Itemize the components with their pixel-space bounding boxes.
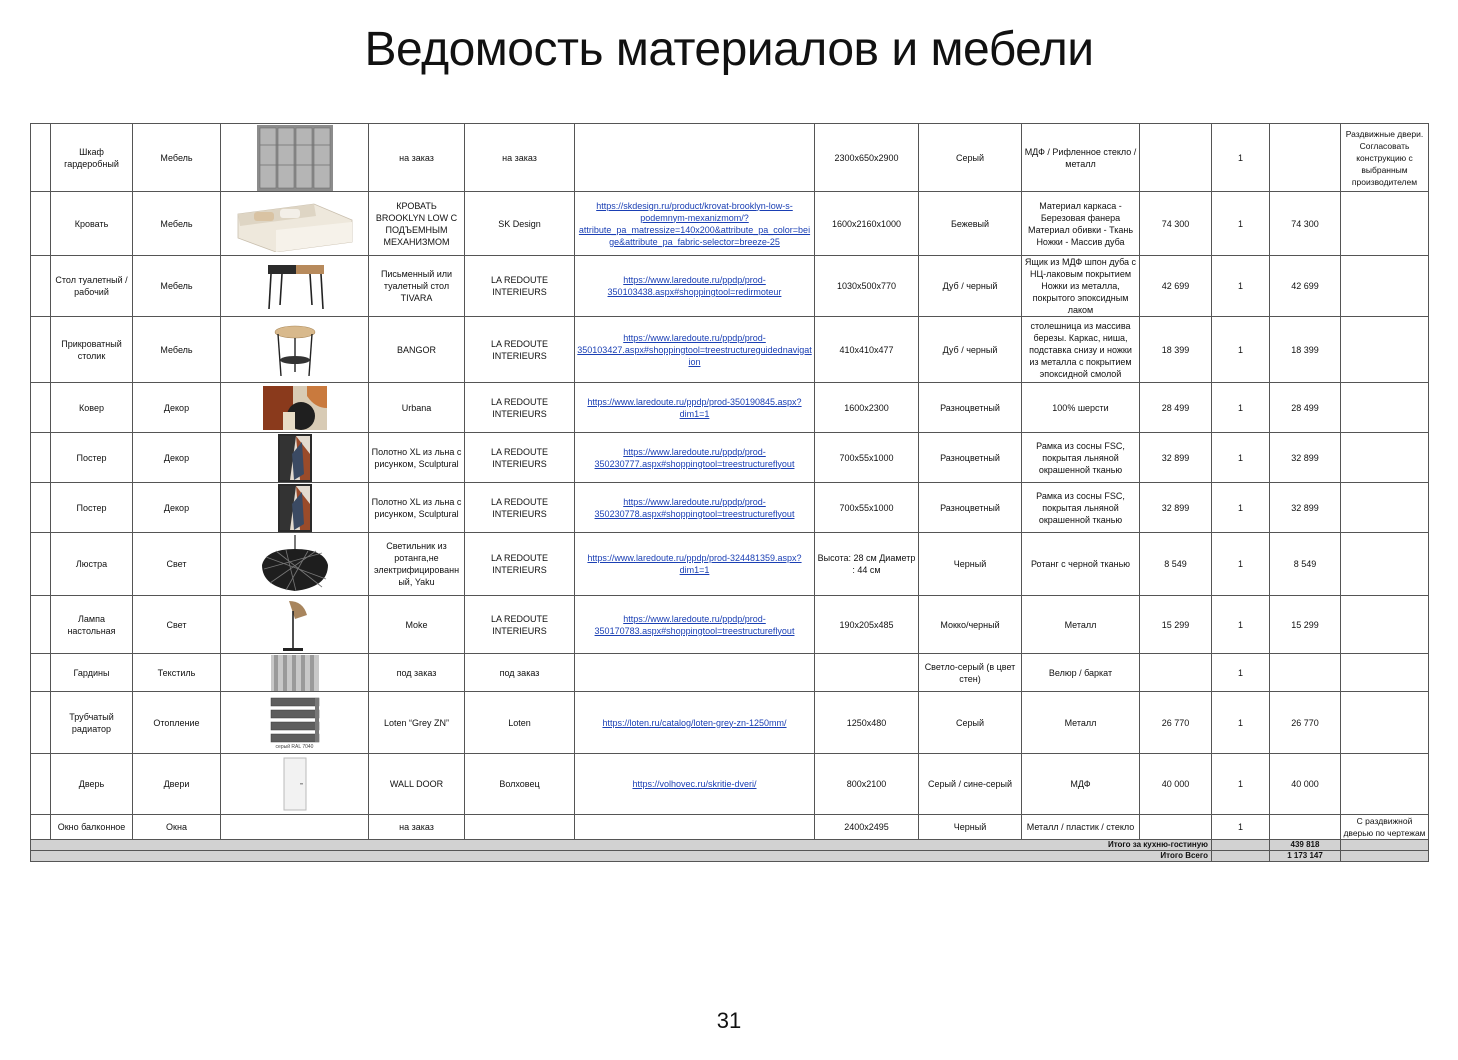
color-cell: Мокко/черный [919,596,1022,654]
qty-cell: 1 [1212,483,1270,533]
sum-cell: 74 300 [1270,192,1341,256]
row-index-cell [31,433,51,483]
sum-cell [1270,815,1341,840]
model-cell: WALL DOOR [369,754,465,815]
note-cell [1341,754,1429,815]
size-cell [815,654,919,692]
price-cell: 40 000 [1140,754,1212,815]
product-link[interactable]: https://www.laredoute.ru/ppdp/prod-350230777.aspx#shoppingtool=treestructureflyout [575,433,815,483]
model-cell: Письменный или туалетный стол TIVARA [369,256,465,317]
color-cell: Светло-серый (в цвет стен) [919,654,1022,692]
row-index-cell [31,596,51,654]
category-cell: Декор [133,383,221,433]
total-row [31,840,1429,851]
name-cell: Стол туалетный / рабочий [51,256,133,317]
row-index-cell [31,654,51,692]
total-value: 439 818 [1270,840,1341,851]
color-cell: Бежевый [919,192,1022,256]
table-row [31,533,1429,596]
link-cell [575,654,815,692]
note-cell [1341,192,1429,256]
category-cell: Декор [133,483,221,533]
model-cell: на заказ [369,124,465,192]
price-cell: 8 549 [1140,533,1212,596]
curtain-image [221,654,369,692]
qty-cell: 1 [1212,124,1270,192]
note-cell [1341,317,1429,383]
category-cell: Декор [133,433,221,483]
price-cell: 28 499 [1140,383,1212,433]
empty-image-cell [221,815,369,840]
material-cell: МДФ / Рифленное стекло / металл [1022,124,1140,192]
row-index-cell [31,692,51,754]
product-link[interactable]: https://www.laredoute.ru/ppdp/prod-324481359.aspx?dim1=1 [575,533,815,596]
total-label: Итого за кухню-гостиную [31,840,1212,851]
model-cell: BANGOR [369,317,465,383]
note-cell [1341,256,1429,317]
color-cell: Дуб / черный [919,256,1022,317]
product-link[interactable]: https://www.laredoute.ru/ppdp/prod-350103427.aspx#shoppingtool=treestructureguidednavigation [575,317,815,383]
price-cell [1140,124,1212,192]
material-cell: Ротанг с черной тканью [1022,533,1140,596]
product-link[interactable]: https://www.laredoute.ru/ppdp/prod-350230778.aspx#shoppingtool=treestructureflyout [575,483,815,533]
size-cell: 2400x2495 [815,815,919,840]
radiator-image [221,692,369,754]
sum-cell: 28 499 [1270,383,1341,433]
color-cell: Серый [919,124,1022,192]
brand-cell: LA REDOUTE INTERIEURS [465,433,575,483]
qty-cell: 1 [1212,317,1270,383]
brand-cell: LA REDOUTE INTERIEURS [465,256,575,317]
category-cell: Отопление [133,692,221,754]
note-cell: С раздвижной дверью по чертежам [1341,815,1429,840]
product-link[interactable]: https://volhovec.ru/skritie-dveri/ [575,754,815,815]
category-cell: Мебель [133,256,221,317]
sum-cell: 32 899 [1270,433,1341,483]
row-index-cell [31,383,51,433]
row-index-cell [31,124,51,192]
color-cell: Черный [919,815,1022,840]
brand-cell: LA REDOUTE INTERIEURS [465,533,575,596]
size-cell: 410x410x477 [815,317,919,383]
product-link[interactable]: https://www.laredoute.ru/ppdp/prod-350103438.aspx#shoppingtool=redirmoteur [575,256,815,317]
name-cell: Ковер [51,383,133,433]
total-label: Итого Всего [31,851,1212,862]
row-index-cell [31,192,51,256]
brand-cell: под заказ [465,654,575,692]
qty-cell: 1 [1212,256,1270,317]
model-cell: Urbana [369,383,465,433]
total-empty-cell [1341,851,1429,862]
row-index-cell [31,317,51,383]
link-cell [575,124,815,192]
price-cell: 26 770 [1140,692,1212,754]
name-cell: Лампа настольная [51,596,133,654]
table-row [31,754,1429,815]
poster-image [221,483,369,533]
brand-cell: LA REDOUTE INTERIEURS [465,383,575,433]
material-cell: Велюр / баркат [1022,654,1140,692]
price-cell: 15 299 [1140,596,1212,654]
name-cell: Шкаф гардеробный [51,124,133,192]
rug-image [221,383,369,433]
size-cell: Высота: 28 см Диаметр : 44 см [815,533,919,596]
qty-cell: 1 [1212,533,1270,596]
total-value: 1 173 147 [1270,851,1341,862]
name-cell: Гардины [51,654,133,692]
color-cell: Разноцветный [919,483,1022,533]
table-row [31,815,1429,840]
row-index-cell [31,483,51,533]
size-cell: 1030x500x770 [815,256,919,317]
note-cell [1341,692,1429,754]
qty-cell: 1 [1212,596,1270,654]
category-cell: Мебель [133,317,221,383]
category-cell: Двери [133,754,221,815]
total-empty-cell [1341,840,1429,851]
category-cell: Окна [133,815,221,840]
note-cell [1341,383,1429,433]
brand-cell: Loten [465,692,575,754]
category-cell: Текстиль [133,654,221,692]
qty-cell: 1 [1212,192,1270,256]
qty-cell: 1 [1212,383,1270,433]
table-row [31,433,1429,483]
table-row [31,256,1429,317]
product-link[interactable]: https://www.laredoute.ru/ppdp/prod-350170783.aspx#shoppingtool=treestructureflyout [575,596,815,654]
row-index-cell [31,533,51,596]
material-cell: Металл [1022,692,1140,754]
model-cell: на заказ [369,815,465,840]
color-cell: Разноцветный [919,383,1022,433]
brand-cell [465,815,575,840]
size-cell: 2300x650x2900 [815,124,919,192]
bed-image [221,192,369,256]
name-cell: Окно балконное [51,815,133,840]
row-index-cell [31,256,51,317]
poster-image [221,433,369,483]
table-row [31,317,1429,383]
total-empty-cell [1212,840,1270,851]
category-cell: Свет [133,533,221,596]
price-cell [1140,654,1212,692]
sum-cell [1270,654,1341,692]
table-row [31,654,1429,692]
material-cell: Рамка из сосны FSC, покрытая льняной окрашенной тканью [1022,433,1140,483]
size-cell: 800x2100 [815,754,919,815]
color-cell: Дуб / черный [919,317,1022,383]
name-cell: Кровать [51,192,133,256]
brand-cell: на заказ [465,124,575,192]
sum-cell: 40 000 [1270,754,1341,815]
model-cell: КРОВАТЬ BROOKLYN LOW С ПОДЪЕМНЫМ МЕХАНИЗМОМ [369,192,465,256]
size-cell: 1250x480 [815,692,919,754]
model-cell: Moke [369,596,465,654]
color-cell: Разноцветный [919,433,1022,483]
name-cell: Дверь [51,754,133,815]
size-cell: 700x55x1000 [815,433,919,483]
name-cell: Люстра [51,533,133,596]
price-cell: 32 899 [1140,433,1212,483]
link-cell [575,815,815,840]
total-empty-cell [1212,851,1270,862]
material-cell: 100% шерсти [1022,383,1140,433]
model-cell: Светильник из ротанга,не электрифицированный, Yaku [369,533,465,596]
brand-cell: SK Design [465,192,575,256]
product-link[interactable]: https://loten.ru/catalog/loten-grey-zn-1250mm/ [575,692,815,754]
materials-table [30,123,1429,862]
material-cell: Металл / пластик / стекло [1022,815,1140,840]
model-cell: Loten “Grey ZN” [369,692,465,754]
size-cell: 190x205x485 [815,596,919,654]
total-row [31,851,1429,862]
qty-cell: 1 [1212,654,1270,692]
brand-cell: LA REDOUTE INTERIEURS [465,596,575,654]
name-cell: Постер [51,433,133,483]
table-row [31,383,1429,433]
sum-cell: 15 299 [1270,596,1341,654]
door-image [221,754,369,815]
price-cell [1140,815,1212,840]
desk-image [221,256,369,317]
name-cell: Прикроватный столик [51,317,133,383]
material-cell: МДФ [1022,754,1140,815]
chandelier-image [221,533,369,596]
price-cell: 32 899 [1140,483,1212,533]
note-cell [1341,483,1429,533]
size-cell: 1600x2160x1000 [815,192,919,256]
table-row [31,596,1429,654]
material-cell: Ящик из МДФ шпон дуба с НЦ-лаковым покрытием Ножки из металла, покрытого эпоксидным лаком [1022,256,1140,317]
brand-cell: LA REDOUTE INTERIEURS [465,317,575,383]
color-cell: Черный [919,533,1022,596]
page-title: Ведомость материалов и мебели [364,23,1094,76]
qty-cell: 1 [1212,433,1270,483]
sum-cell: 8 549 [1270,533,1341,596]
sum-cell: 18 399 [1270,317,1341,383]
category-cell: Мебель [133,124,221,192]
model-cell: Полотно XL из льна с рисунком, Sculptural [369,483,465,533]
color-cell: Серый / сине-серый [919,754,1022,815]
price-cell: 42 699 [1140,256,1212,317]
table-row [31,124,1429,192]
image-caption: серый RAL 7040 [275,743,314,750]
row-index-cell [31,754,51,815]
table-row [31,483,1429,533]
note-cell [1341,654,1429,692]
material-cell: столешница из массива березы. Каркас, ниша, подставка снизу и ножки из металла с покрытием эпоксидной смолой [1022,317,1140,383]
price-cell: 18 399 [1140,317,1212,383]
row-index-cell [31,815,51,840]
side-table-image [221,317,369,383]
qty-cell: 1 [1212,692,1270,754]
qty-cell: 1 [1212,754,1270,815]
brand-cell: Волховец [465,754,575,815]
material-cell: Металл [1022,596,1140,654]
material-cell: Материал каркаса - Березовая фанера Материал обивки - Ткань Ножки - Массив дуба [1022,192,1140,256]
wardrobe-image [221,124,369,192]
brand-cell: LA REDOUTE INTERIEURS [465,483,575,533]
note-cell [1341,433,1429,483]
note-cell [1341,533,1429,596]
name-cell: Трубчатый радиатор [51,692,133,754]
price-cell: 74 300 [1140,192,1212,256]
material-cell: Рамка из сосны FSC, покрытая льняной окрашенной тканью [1022,483,1140,533]
model-cell: под заказ [369,654,465,692]
sum-cell: 42 699 [1270,256,1341,317]
table-row [31,192,1429,256]
model-cell: Полотно XL из льна с рисунком, Sculptural [369,433,465,483]
size-cell: 700x55x1000 [815,483,919,533]
table-row [31,692,1429,754]
sum-cell: 32 899 [1270,483,1341,533]
note-cell [1341,596,1429,654]
category-cell: Мебель [133,192,221,256]
sum-cell [1270,124,1341,192]
desk-lamp-image [221,596,369,654]
name-cell: Постер [51,483,133,533]
product-link[interactable]: https://www.laredoute.ru/ppdp/prod-350190845.aspx?dim1=1 [575,383,815,433]
category-cell: Свет [133,596,221,654]
page-number: 31 [716,1008,742,1033]
color-cell: Серый [919,692,1022,754]
product-link[interactable]: https://skdesign.ru/product/krovat-brooklyn-low-s-podemnym-mexanizmom/?attribute_pa_matressize=140x200&attribute_pa_color=beige&attribute_pa_fabric-selector=breeze-25 [575,192,815,256]
note-cell: Раздвижные двери. Согласовать конструкцию с выбранным производителем [1341,124,1429,192]
size-cell: 1600x2300 [815,383,919,433]
qty-cell: 1 [1212,815,1270,840]
sum-cell: 26 770 [1270,692,1341,754]
